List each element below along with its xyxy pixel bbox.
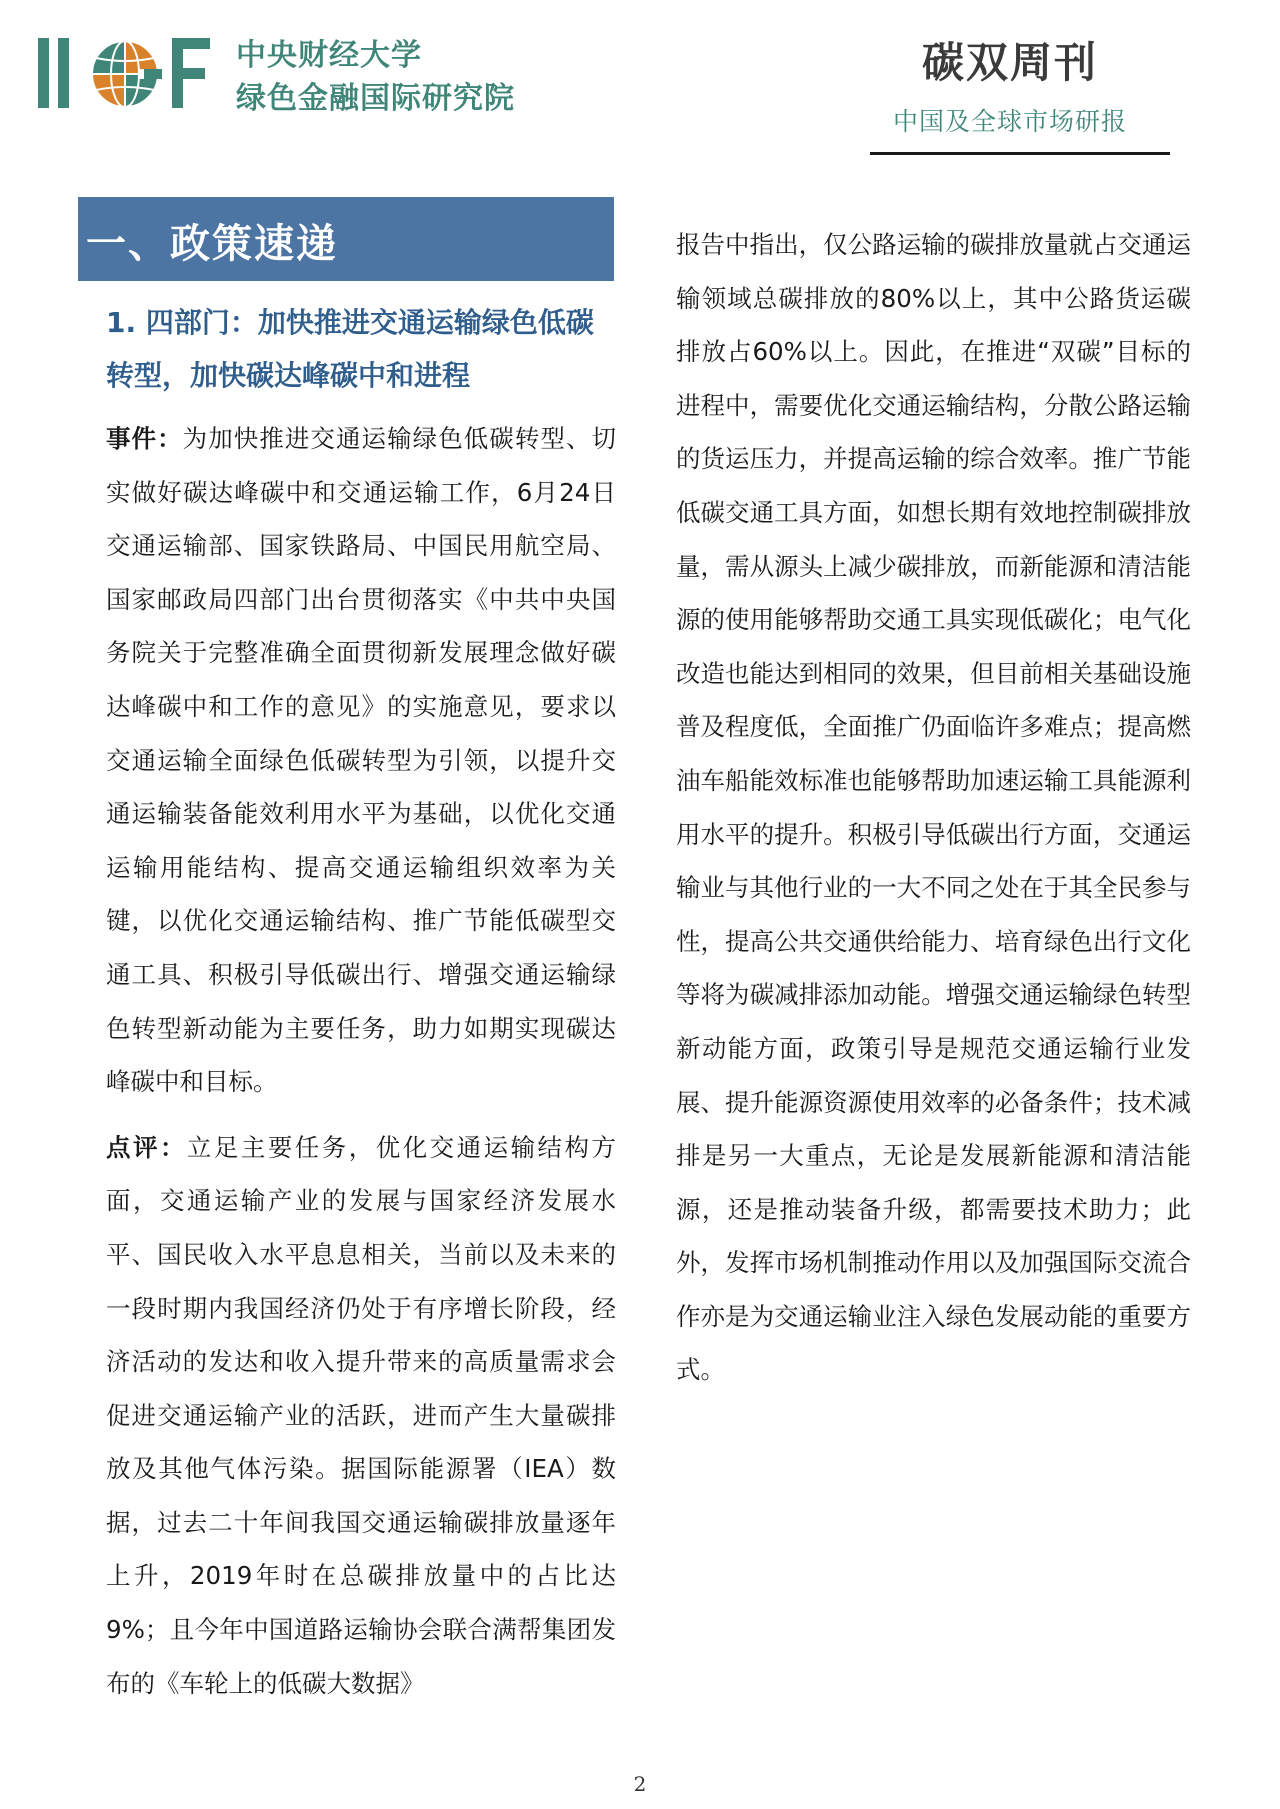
event-text: 为加快推进交通运输绿色低碳转型、切实做好碳达峰碳中和交通运输工作，6月24日交通运输部、国家铁路局、中国民用航空局、国家邮政局四部门出台贯彻落实《中共中央国务院关于完整准确全面贯彻新发展理念做好碳达峰碳中和工作的意见》的实施意见，要求以交通运输全面绿色低碳转型为引领，以提升交通运输装备能效利用水平为基础，以优化交通运输用能结构、提高交通运输组织效率为关键，以优化交通运输结构、推广节能低碳型交通工具、积极引导低碳出行、增强交通运输绿色转型新动能为主要任务，助力如期实现碳达峰碳中和目标。 (106, 424, 617, 1097)
section-banner (78, 197, 614, 281)
right-column (676, 218, 1191, 1397)
organization-name (236, 34, 515, 120)
publication-title: 碳双周刊 (921, 38, 1098, 87)
comment-text-left: 立足主要任务，优化交通运输结构方面，交通运输产业的发展与国家经济发展水平、国民收入水平息息相关，当前以及未来的一段时期内我国经济仍处于有序增长阶段，经济活动的发达和收入提升带来的高质量需求会促进交通运输产业的活跃，进而产生大量碳排放及其他气体污染。据国际能源署（IEA）数据，过去二十年间我国交通运输碳排放量逐年上升，2019年时在总碳排放量中的占比达9%；且今年中国道路运输协会联合满帮集团发布的《车轮上的低碳大数据》 (106, 1132, 617, 1698)
page-number: 2 (633, 1772, 647, 1796)
publication-subtitle: 中国及全球市场研报 (892, 107, 1127, 136)
event-label: 事件： (106, 424, 183, 453)
comment-text-right: 报告中指出，仅公路运输的碳排放量就占交通运输领域总碳排放的80%以上，其中公路货运碳排放占60%以上。因此，在推进“双碳”目标的进程中，需要优化交通运输结构，分散公路运输的货运压力，并提高运输的综合效率。推广节能低碳交通工具方面，如想长期有效地控制碳排放量，需从源头上减少碳排放，而新能源和清洁能源的使用能够帮助交通工具实现低碳化；电气化改造也能达到相同的效果，但目前相关基础设施普及程度低，全面推广仍面临许多难点；提高燃油车船能效标准也能够帮助加速运输工具能源利用水平的提升。积极引导低碳出行方面，交通运输业与其他行业的一大不同之处在于其全民参与性，提高公共交通供给能力、培育绿色出行文化等将为碳减排添加动能。增强交通运输绿色转型新动能方面，政策引导是规范交通运输行业发展、提升能源资源使用效率的必备条件；技术减排是另一大重点，无论是发展新能源和清洁能源，还是推动装备升级，都需要技术助力；此外，发挥市场机制推动作用以及加强国际交流合作亦是为交通运输业注入绿色发展动能的重要方式。 (676, 230, 1191, 1385)
globe-icon (92, 41, 162, 107)
iigf-logo (38, 36, 213, 112)
section-title: 一、政策速递 (86, 221, 338, 267)
comment-label: 点评： (106, 1132, 187, 1162)
left-column (106, 296, 616, 1710)
event-paragraph (106, 412, 616, 1109)
org-line-1: 中央财经大学 (236, 38, 422, 73)
article-heading: 1. 四部门：加快推进交通运输绿色低碳转型，加快碳达峰碳中和进程 (106, 306, 594, 392)
header-divider (870, 152, 1170, 155)
org-line-2: 绿色金融国际研究院 (236, 81, 515, 116)
comment-paragraph (106, 1121, 616, 1711)
